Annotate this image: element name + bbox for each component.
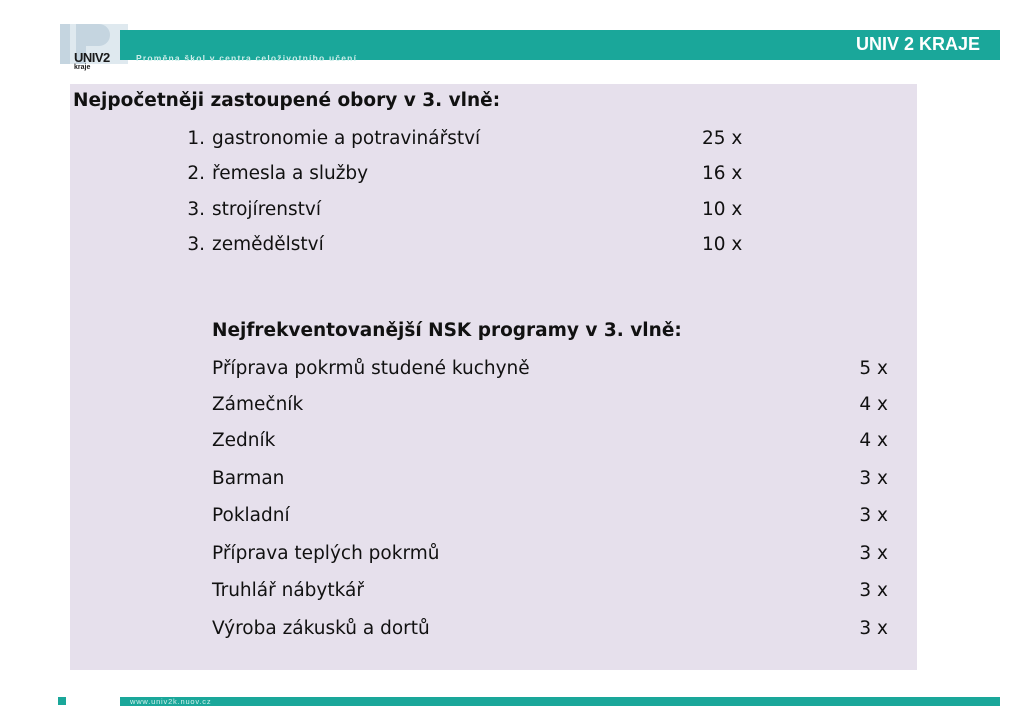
nsk-program-name: Zedník (212, 430, 276, 451)
header-band (120, 30, 1000, 63)
nsk-program-name: Truhlář nábytkář (212, 580, 364, 601)
obor-rank: 1. (187, 128, 205, 149)
nsk-program-name: Výroba zákusků a dortů (212, 618, 430, 639)
nsk-program-count: 3 x (859, 543, 888, 564)
nsk-program-count: 3 x (859, 468, 888, 489)
nsk-program-name: Příprava pokrmů studené kuchyně (212, 358, 530, 379)
nsk-program-name: Barman (212, 468, 285, 489)
logo-subtext: kraje (74, 64, 91, 71)
obor-count: 25 x (702, 128, 743, 149)
obor-rank: 3. (187, 234, 205, 255)
logo-arc (86, 24, 110, 46)
obor-count: 10 x (702, 199, 743, 220)
obor-count: 16 x (702, 163, 743, 184)
slide-header (0, 0, 1023, 80)
obor-rank: 2. (187, 163, 205, 184)
footer-url: www.univ2k.nuov.cz (130, 697, 212, 706)
logo-text: UNIV2 (74, 50, 110, 65)
header-tagline: Proměna škol v centra celoživotního učení (136, 53, 358, 63)
obor-name: zemědělství (212, 234, 324, 255)
nsk-program-count: 3 x (859, 618, 888, 639)
nsk-program-count: 4 x (859, 430, 888, 451)
obor-name: strojírenství (212, 199, 321, 220)
footer-band (120, 697, 1000, 706)
nsk-program-name: Pokladní (212, 505, 290, 526)
obor-name: gastronomie a potravinářství (212, 128, 481, 149)
obor-count: 10 x (702, 234, 743, 255)
nsk-program-count: 4 x (859, 394, 888, 415)
nsk-program-count: 3 x (859, 505, 888, 526)
section2-heading: Nejfrekventovanější NSK programy v 3. vlně: (212, 320, 682, 341)
footer-marker (58, 697, 66, 705)
obor-name: řemesla a služby (212, 163, 369, 184)
brand-title: UNIV 2 KRAJE (855, 34, 980, 54)
nsk-program-count: 5 x (859, 358, 888, 379)
obor-rank: 3. (187, 199, 205, 220)
nsk-program-name: Zámečník (212, 394, 304, 415)
nsk-program-name: Příprava teplých pokrmů (212, 543, 440, 564)
logo-bar-left (60, 24, 70, 64)
section1-heading: Nejpočetněji zastoupené obory v 3. vlně: (73, 90, 501, 111)
nsk-program-count: 3 x (859, 580, 888, 601)
